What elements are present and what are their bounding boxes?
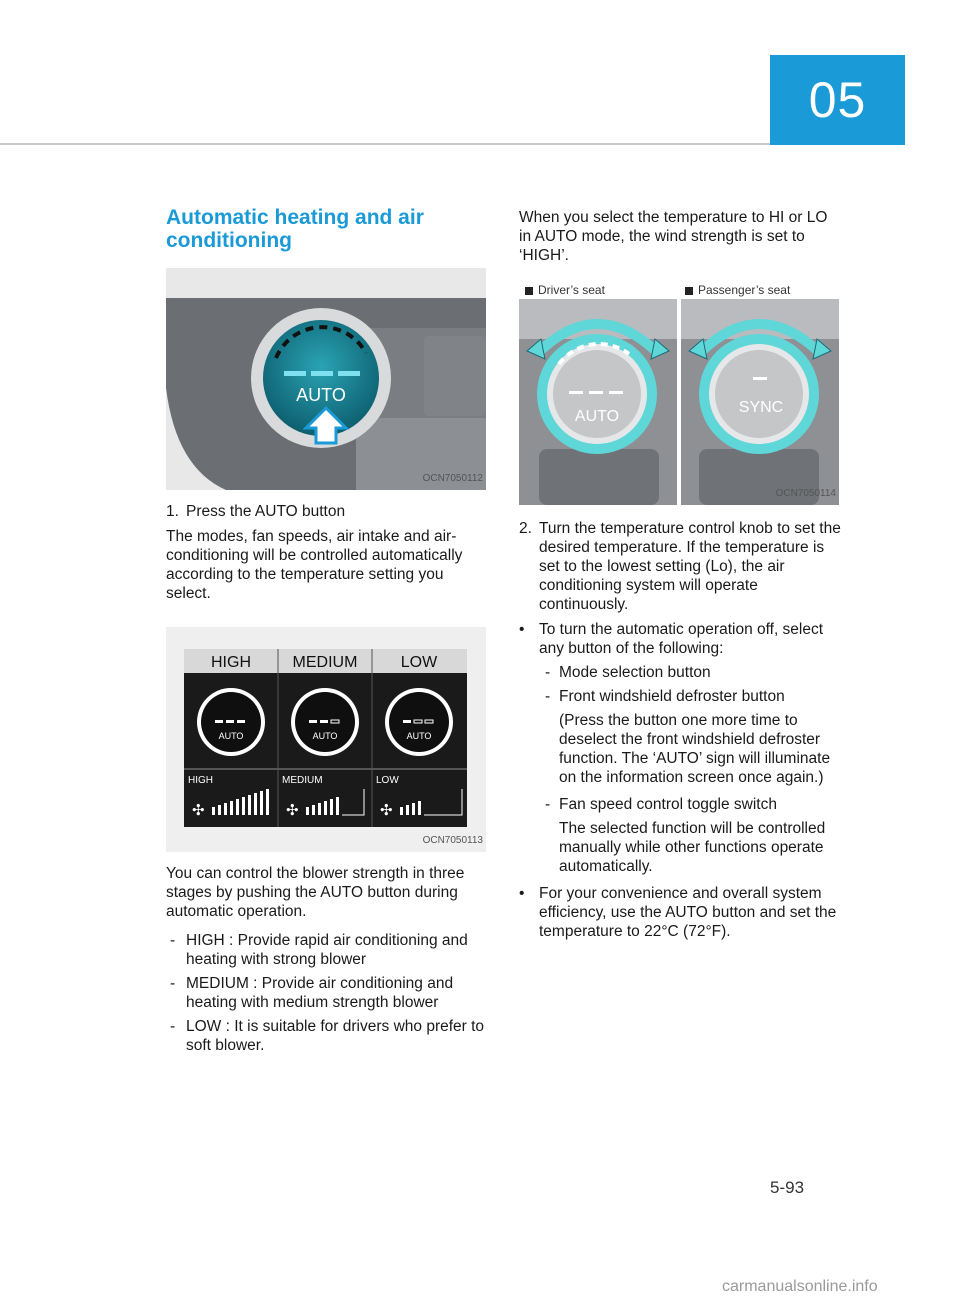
chapter-tab: 05 bbox=[770, 55, 905, 145]
right-column bbox=[519, 208, 841, 946]
col-header-low: LOW bbox=[400, 654, 438, 671]
left-column bbox=[166, 206, 486, 1060]
paragraph: When you select the temperature to HI or LO in AUTO mode, the wind strength is set to ‘HIGH’. bbox=[519, 209, 828, 264]
fan-label-medium: MEDIUM bbox=[282, 775, 323, 786]
svg-text:AUTO: AUTO bbox=[312, 731, 338, 741]
sub-item-fan-speed: - Fan speed control toggle switch bbox=[545, 796, 777, 813]
knob-sync-label: SYNC bbox=[738, 399, 784, 416]
sub-note-defroster: (Press the button one more time to deselect the front windshield defroster function. The ‘AUTO’ sign will illuminate on the information screen once again.) bbox=[559, 712, 831, 786]
knob-auto-label: AUTO bbox=[296, 385, 346, 405]
temperature-knob-figure bbox=[519, 277, 839, 505]
fan-icon: ✣ bbox=[192, 801, 205, 819]
caption-driver: Driver’s seat bbox=[525, 281, 605, 300]
section-title: Automatic heating and air conditioning bbox=[166, 206, 424, 252]
bullet-item: • For your convenience and overall system efficiency, use the AUTO button and set the temperature to 22°C (72°F). bbox=[519, 885, 837, 940]
figure-code: OCN7050114 bbox=[775, 488, 836, 499]
paragraph: You can control the blower strength in three stages by pushing the AUTO button during automatic operation. bbox=[166, 865, 465, 920]
knob-medium bbox=[291, 688, 359, 756]
knob-high bbox=[197, 688, 265, 756]
caption-passenger: Passenger’s seat bbox=[685, 281, 790, 300]
fan-icon: ✣ bbox=[286, 801, 299, 819]
figure-code: OCN7050112 bbox=[422, 473, 483, 484]
watermark: carmanualsonline.info bbox=[722, 1278, 878, 1295]
figure-code: OCN7050113 bbox=[422, 835, 483, 846]
col-header-high: HIGH bbox=[211, 654, 251, 671]
sub-note-fan-speed: The selected function will be controlled manually while other functions operate automatically. bbox=[559, 820, 826, 875]
dash-item-low: - LOW : It is suitable for drivers who prefer to soft blower. bbox=[170, 1018, 485, 1054]
page-number: 5-93 bbox=[770, 1178, 805, 1197]
knob-low bbox=[385, 688, 453, 756]
fan-icon: ✣ bbox=[380, 801, 393, 819]
bullet-item: • To turn the automatic operation off, select any button of the following: bbox=[519, 621, 824, 657]
temperature-knob-illustration bbox=[519, 299, 839, 505]
sub-item-mode: - Mode selection button bbox=[545, 664, 711, 681]
svg-text:AUTO: AUTO bbox=[218, 731, 244, 741]
blower-display-illustration bbox=[166, 627, 486, 852]
fan-label-high: HIGH bbox=[188, 775, 213, 786]
svg-text:AUTO: AUTO bbox=[406, 731, 432, 741]
dash-item-high: - HIGH : Provide rapid air conditioning and heating with strong blower bbox=[170, 932, 468, 968]
step-1: 1. Press the AUTO button bbox=[166, 503, 346, 520]
paragraph: The modes, fan speeds, air intake and air-conditioning will be controlled automatically according to the temperature setting you select. bbox=[166, 528, 463, 602]
col-header-medium: MEDIUM bbox=[292, 654, 358, 671]
dash-item-medium: - MEDIUM : Provide air conditioning and heating with medium strength blower bbox=[170, 975, 454, 1011]
auto-button-figure bbox=[166, 268, 486, 490]
knob-auto-label: AUTO bbox=[574, 408, 620, 425]
fan-label-low: LOW bbox=[376, 775, 399, 786]
blower-strength-figure bbox=[166, 627, 486, 852]
sub-item-defroster: - Front windshield defroster button bbox=[545, 688, 785, 705]
step-2: 2. Turn the temperature control knob to set the desired temperature. If the temperature is set to the lowest setting (Lo), the air conditioning system will operate continuously. bbox=[519, 520, 841, 613]
auto-button-illustration bbox=[166, 268, 486, 490]
header-rule bbox=[0, 143, 770, 145]
